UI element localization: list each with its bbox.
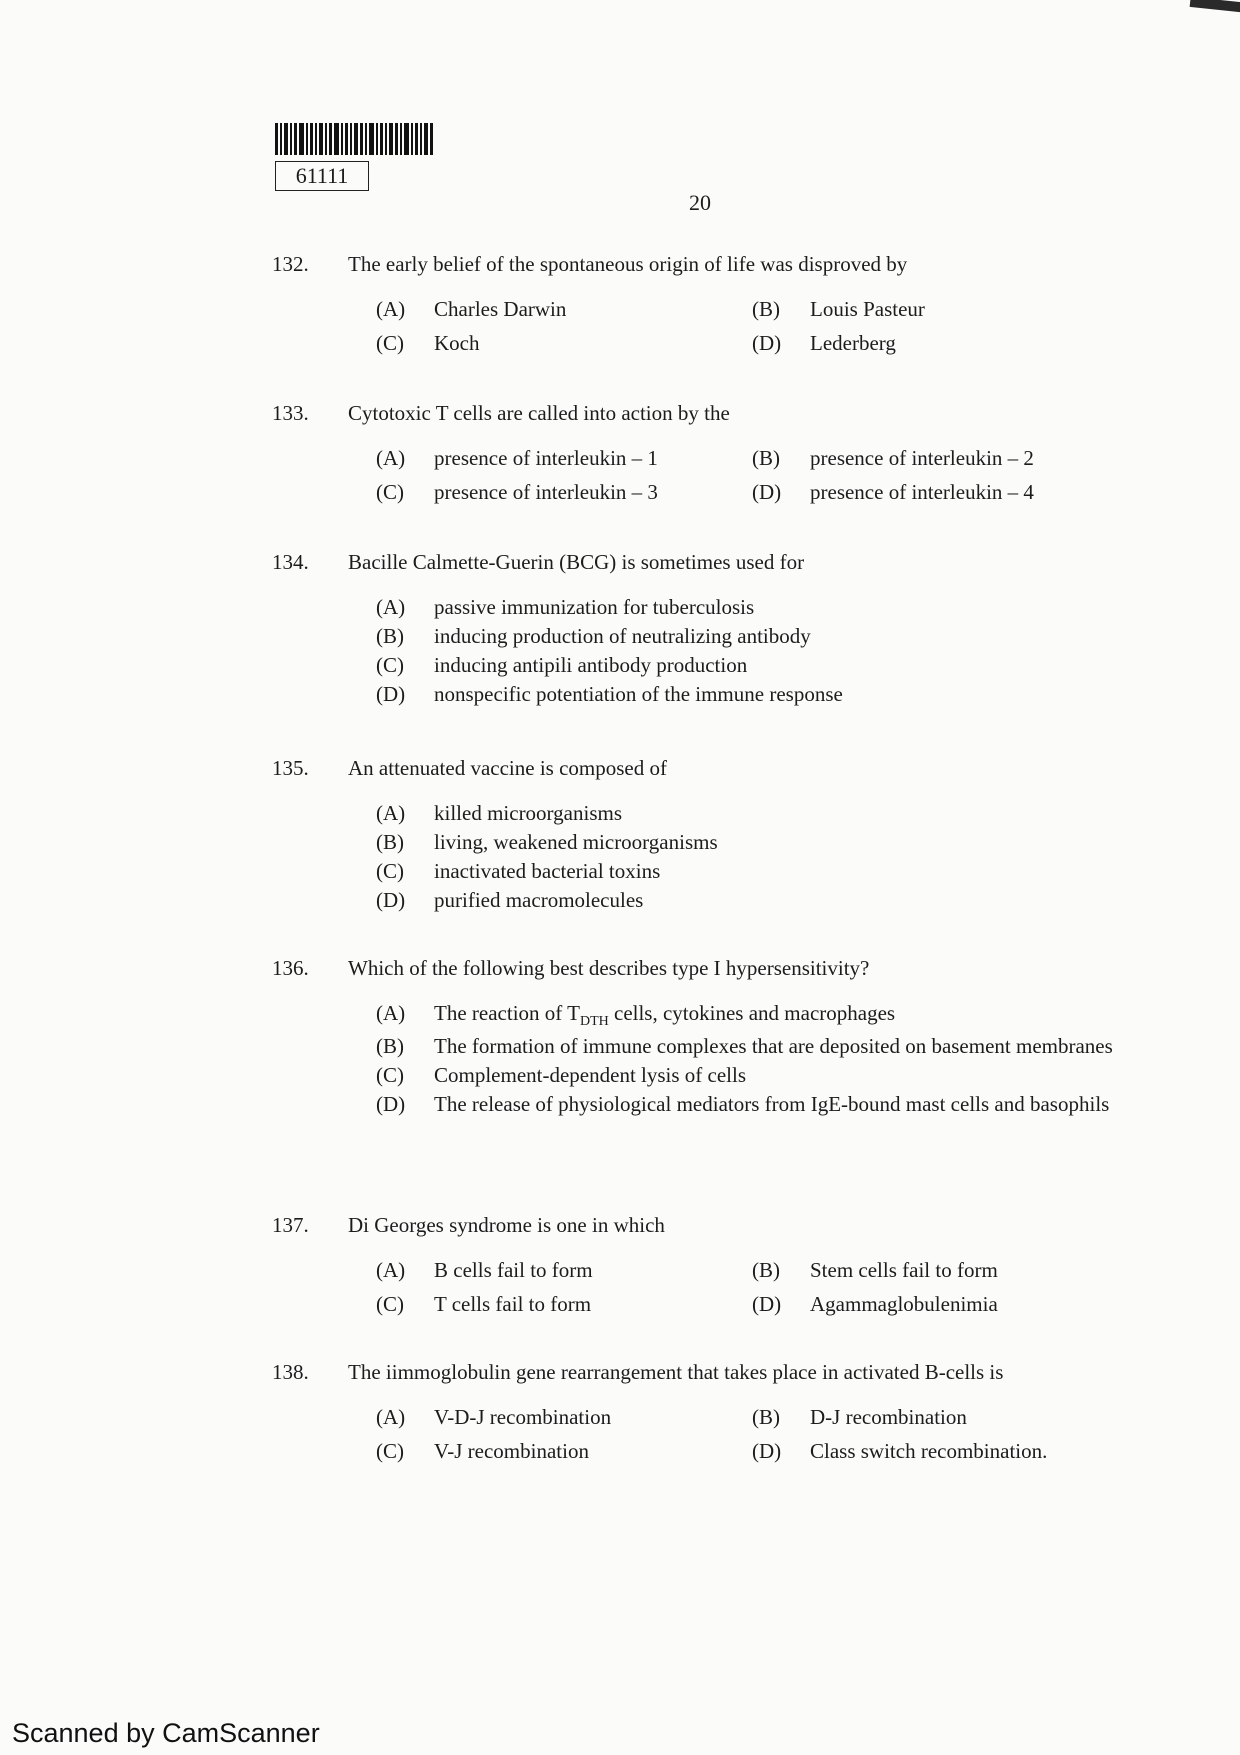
option-d (752, 1292, 1072, 1317)
option-letter: (B) (376, 830, 404, 854)
option-b (752, 1405, 1072, 1430)
options (376, 595, 1116, 707)
option-text: presence of interleukin – 1 (434, 446, 658, 470)
option-text: Class switch recombination. (810, 1439, 1048, 1463)
scan-edge-mark (1190, 0, 1240, 13)
option-text: The formation of immune complexes that are deposited on basement membranes (434, 1034, 1113, 1059)
option-a (376, 297, 752, 322)
question-133 (272, 401, 1122, 509)
option-letter: (C) (376, 331, 404, 355)
option-c (376, 653, 1116, 678)
option-text: purified macromolecules (434, 888, 644, 912)
option-text-part: cells, cytokines and macrophages (608, 1001, 896, 1025)
option-c (376, 1439, 752, 1464)
option-c (376, 331, 752, 356)
option-text: Koch (434, 331, 480, 355)
paper-code: 61111 (275, 161, 369, 191)
option-letter: (A) (376, 1001, 406, 1025)
option-d (376, 1092, 1116, 1117)
option-text: inducing antipili antibody production (434, 653, 748, 677)
option-d (752, 331, 1072, 356)
question-text: Cytotoxic T cells are called into action by the (348, 401, 730, 425)
option-a (376, 595, 1116, 620)
options (376, 1258, 1122, 1321)
option-text: presence of interleukin – 3 (434, 480, 658, 504)
option-b (752, 297, 1072, 322)
question-number: 133. (272, 401, 309, 425)
question-text: Di Georges syndrome is one in which (348, 1213, 665, 1237)
option-a (376, 1001, 1116, 1030)
option-letter: (D) (752, 480, 782, 504)
option-text: D-J recombination (810, 1405, 967, 1429)
option-letter: (C) (376, 1063, 404, 1088)
option-letter: (A) (376, 1258, 406, 1282)
option-text: presence of interleukin – 2 (810, 446, 1034, 470)
option-letter: (C) (376, 653, 404, 677)
option-letter: (B) (752, 297, 780, 321)
option-text: inducing production of neutralizing antibody (434, 624, 811, 648)
option-letter: (D) (752, 1292, 782, 1316)
option-text: V-D-J recombination (434, 1405, 612, 1429)
question-text: The iimmoglobulin gene rearrangement that takes place in activated B-cells is (348, 1360, 1004, 1384)
question-text: An attenuated vaccine is composed of (348, 756, 667, 780)
option-letter: (B) (752, 1405, 780, 1429)
question-number: 132. (272, 252, 309, 276)
question-number: 134. (272, 550, 309, 574)
option-text: living, weakened microorganisms (434, 830, 718, 854)
option-text: B cells fail to form (434, 1258, 593, 1282)
option-text: inactivated bacterial toxins (434, 859, 661, 883)
option-text: Charles Darwin (434, 297, 567, 321)
option-text: passive immunization for tuberculosis (434, 595, 755, 619)
option-letter: (A) (376, 801, 406, 825)
option-text: Stem cells fail to form (810, 1258, 998, 1282)
option-c (376, 1292, 752, 1317)
option-letter: (B) (376, 624, 404, 648)
option-c (376, 859, 1116, 884)
option-c (376, 480, 752, 505)
option-text: nonspecific potentiation of the immune response (434, 682, 843, 706)
scanner-watermark: Scanned by CamScanner (12, 1718, 320, 1748)
question-136 (272, 956, 1122, 1121)
option-letter: (C) (376, 1439, 404, 1463)
option-text: killed microorganisms (434, 801, 623, 825)
option-b (752, 1258, 1072, 1283)
barcode (275, 123, 435, 155)
question-135 (272, 756, 1122, 917)
question-132 (272, 252, 1122, 360)
question-number: 136. (272, 956, 309, 980)
option-text: The release of physiological mediators from IgE-bound mast cells and basophils (434, 1092, 1110, 1117)
option-a (376, 446, 752, 471)
option-text-part: The reaction of T (434, 1001, 580, 1025)
option-text: presence of interleukin – 4 (810, 480, 1034, 504)
option-b (376, 1034, 1116, 1059)
question-number: 135. (272, 756, 309, 780)
option-text: Complement-dependent lysis of cells (434, 1063, 747, 1088)
option-d (376, 888, 1116, 913)
options (376, 801, 1116, 913)
question-137 (272, 1213, 1122, 1321)
option-letter: (D) (752, 331, 782, 355)
option-letter: (B) (752, 1258, 780, 1282)
option-letter: (C) (376, 480, 404, 504)
options (376, 297, 1122, 360)
option-b (376, 830, 1116, 855)
option-subscript: DTH (579, 1014, 609, 1030)
question-text: The early belief of the spontaneous origin of life was disproved by (348, 252, 908, 276)
option-text: V-J recombination (434, 1439, 589, 1463)
option-text: T cells fail to form (434, 1292, 592, 1316)
question-text: Which of the following best describes type I hypersensitivity? (348, 956, 870, 980)
option-b (376, 624, 1116, 649)
option-letter: (A) (376, 297, 406, 321)
option-c (376, 1063, 1116, 1088)
question-text: Bacille Calmette-Guerin (BCG) is sometimes used for (348, 550, 805, 574)
option-b (752, 446, 1072, 471)
question-134 (272, 550, 1122, 711)
option-d (752, 1439, 1072, 1464)
option-d (376, 682, 1116, 707)
question-138 (272, 1360, 1122, 1468)
option-text: Lederberg (810, 331, 896, 355)
option-letter: (D) (752, 1439, 782, 1463)
option-text: Louis Pasteur (810, 297, 925, 321)
option-letter: (B) (752, 446, 780, 470)
option-a (376, 1405, 752, 1430)
option-letter: (D) (376, 1092, 406, 1117)
page-number: 20 (689, 190, 711, 215)
option-letter: (A) (376, 1405, 406, 1429)
option-a (376, 1258, 752, 1283)
option-letter: (B) (376, 1034, 404, 1059)
question-number: 138. (272, 1360, 309, 1384)
option-text: Agammaglobulenimia (810, 1292, 998, 1316)
options (376, 1001, 1116, 1117)
options (376, 446, 1122, 509)
option-letter: (C) (376, 859, 404, 883)
option-letter: (D) (376, 682, 406, 706)
option-letter: (A) (376, 595, 406, 619)
option-letter: (D) (376, 888, 406, 912)
question-number: 137. (272, 1213, 309, 1237)
option-letter: (C) (376, 1292, 404, 1316)
options (376, 1405, 1122, 1468)
option-text (434, 1001, 1116, 1030)
option-d (752, 480, 1072, 505)
option-a (376, 801, 1116, 826)
option-letter: (A) (376, 446, 406, 470)
